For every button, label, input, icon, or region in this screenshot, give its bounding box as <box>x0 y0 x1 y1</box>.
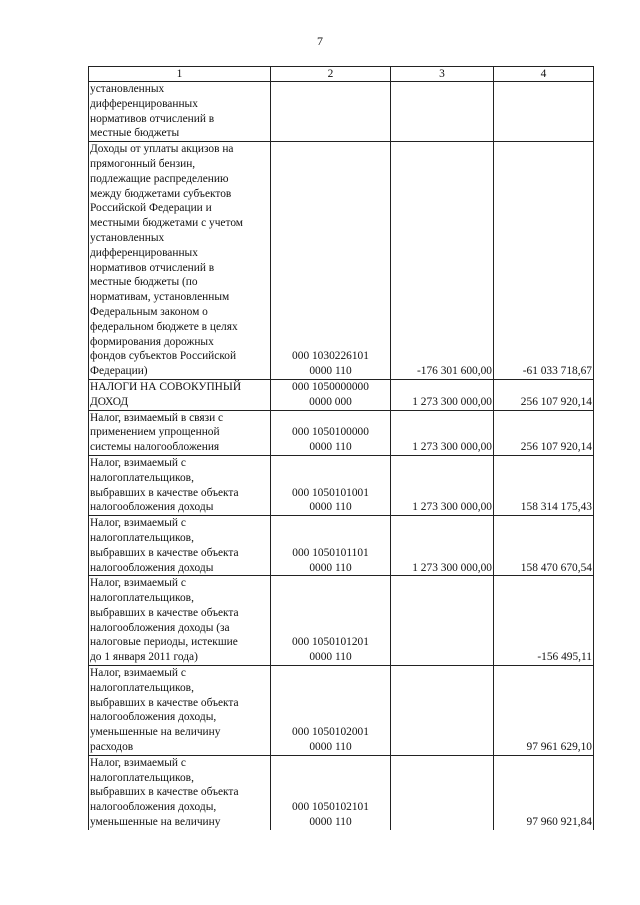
row-value-4: 256 107 920,14 <box>494 379 594 410</box>
row-name: Налог, взимаемый с налогоплательщиков, выбравших в качестве объекта налогообложения доходы <box>89 455 271 515</box>
table-row <box>89 142 594 380</box>
row-value-3: 1 273 300 000,00 <box>391 516 494 576</box>
row-code: 000 1050100000 0000 110 <box>271 410 391 455</box>
table-row <box>89 755 594 829</box>
row-name: Доходы от уплаты акцизов на прямогонный бензин, подлежащие распределению между бюджетами субъектов Российской Федерации и местными бюджетами с учетом установленных дифференцированных нормативов отчислений в местные бюджеты (по нормативам, установленным Федеральным законом о федеральном бюджете в целях формирования дорожных фондов субъектов Российской Федерации) <box>89 142 271 380</box>
row-value-3: 1 273 300 000,00 <box>391 455 494 515</box>
row-code: 000 1050101001 0000 110 <box>271 455 391 515</box>
row-value-4 <box>494 82 594 142</box>
row-name: НАЛОГИ НА СОВОКУПНЫЙ ДОХОД <box>89 379 271 410</box>
row-code <box>271 82 391 142</box>
row-value-4: 158 470 670,54 <box>494 516 594 576</box>
row-code: 000 1050102101 0000 110 <box>271 755 391 829</box>
table-row <box>89 410 594 455</box>
row-value-4: -61 033 718,67 <box>494 142 594 380</box>
row-name: Налог, взимаемый в связи с применением упрощенной системы налогообложения <box>89 410 271 455</box>
row-name: Налог, взимаемый с налогоплательщиков, выбравших в качестве объекта налогообложения доходы <box>89 516 271 576</box>
row-value-4: 158 314 175,43 <box>494 455 594 515</box>
table-row <box>89 516 594 576</box>
row-value-3 <box>391 82 494 142</box>
row-code: 000 1050101201 0000 110 <box>271 576 391 666</box>
budget-table <box>88 66 594 830</box>
table-row <box>89 576 594 666</box>
table-row <box>89 379 594 410</box>
row-code: 000 1050101101 0000 110 <box>271 516 391 576</box>
row-name: Налог, взимаемый с налогоплательщиков, выбравших в качестве объекта налогообложения доходы (за налоговые периоды, истекшие до 1 января 2011 года) <box>89 576 271 666</box>
column-header-1: 1 <box>89 67 271 82</box>
row-name: Налог, взимаемый с налогоплательщиков, выбравших в качестве объекта налогообложения доходы, уменьшенные на величину расходов <box>89 666 271 756</box>
row-name: установленных дифференцированных нормативов отчислений в местные бюджеты <box>89 82 271 142</box>
column-header-2: 2 <box>271 67 391 82</box>
table-header-row <box>89 67 594 82</box>
row-value-3 <box>391 666 494 756</box>
row-value-3 <box>391 576 494 666</box>
row-value-3: -176 301 600,00 <box>391 142 494 380</box>
row-value-4: -156 495,11 <box>494 576 594 666</box>
row-value-3: 1 273 300 000,00 <box>391 410 494 455</box>
row-code: 000 1050000000 0000 000 <box>271 379 391 410</box>
column-header-3: 3 <box>391 67 494 82</box>
row-value-4: 97 960 921,84 <box>494 755 594 829</box>
row-value-4: 97 961 629,10 <box>494 666 594 756</box>
row-value-3: 1 273 300 000,00 <box>391 379 494 410</box>
row-code: 000 1050102001 0000 110 <box>271 666 391 756</box>
table-row <box>89 666 594 756</box>
table-row <box>89 82 594 142</box>
row-value-4: 256 107 920,14 <box>494 410 594 455</box>
page-number: 7 <box>317 34 323 48</box>
row-value-3 <box>391 755 494 829</box>
table-row <box>89 455 594 515</box>
column-header-4: 4 <box>494 67 594 82</box>
row-name: Налог, взимаемый с налогоплательщиков, выбравших в качестве объекта налогообложения доходы, уменьшенные на величину <box>89 755 271 829</box>
row-code: 000 1030226101 0000 110 <box>271 142 391 380</box>
